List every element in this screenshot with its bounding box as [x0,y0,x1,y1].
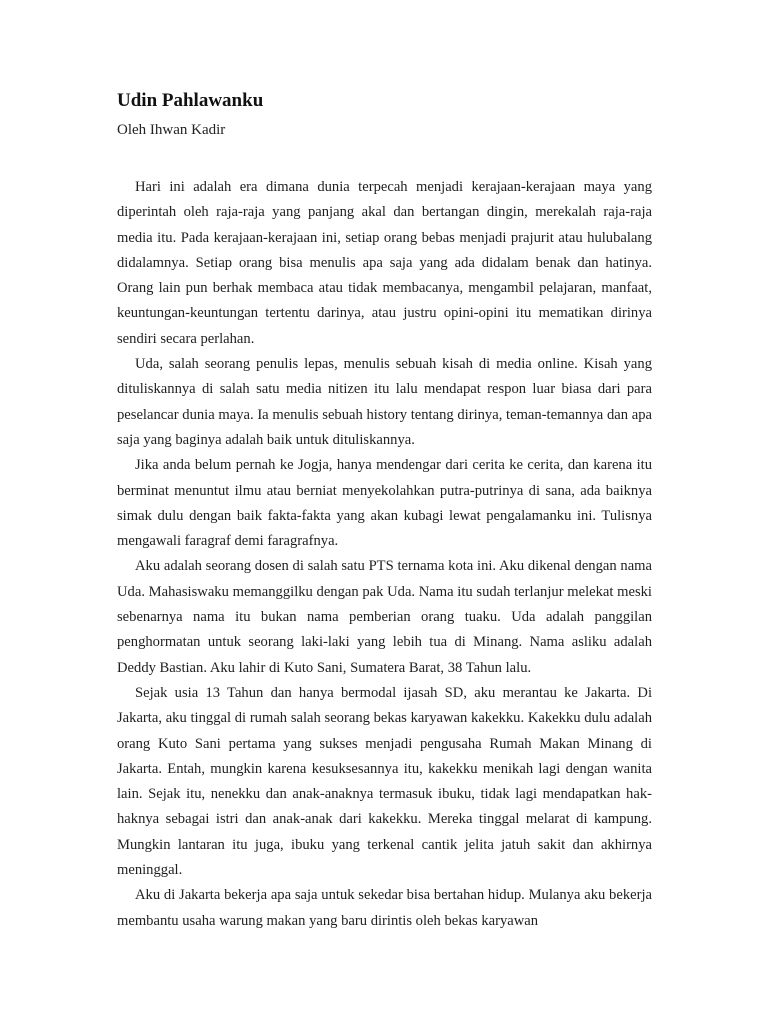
paragraph: Sejak usia 13 Tahun dan hanya bermodal ijasah SD, aku merantau ke Jakarta. Di Jakarta, aku tinggal di rumah salah seorang bekas karyawan kakekku. Kakekku dulu adalah orang Kuto Sani pertama yang sukses menjadi pengusaha Rumah Makan Minang di Jakarta. Entah, mungkin karena kesuksesannya itu, kakekku menikah lagi dengan wanita lain. Sejak itu, nenekku dan anak-anaknya termasuk ibuku, tidak lagi mendapatkan hak-haknya sebagai istri dan anak-anak dari kakekku. Mereka tinggal melarat di kampung. Mungkin lantaran itu juga, ibuku yang terkenal cantik jelita jatuh sakit dan akhirnya meninggal. [117,684,652,879]
paragraph: Uda, salah seorang penulis lepas, menulis sebuah kisah di media online. Kisah yang dituliskannya di salah satu media nitizen itu lalu mendapat respon luar biasa dari para peselancar dunia maya. Ia menulis sebuah history tentang dirinya, teman-temannya dan apa saja yang baginya adalah baik untuk dituliskannya. [117,356,652,448]
document-title: Udin Pahlawanku [117,90,264,111]
paragraph: Hari ini adalah era dimana dunia terpecah menjadi kerajaan-kerajaan maya yang diperintah oleh raja-raja yang panjang akal dan bertangan dingin, merekalah raja-raja media itu. Pada kerajaan-kerajaan ini, setiap orang bebas menjadi prajurit atau hulubalang didalamnya. Setiap orang bisa menulis apa saja yang ada didalam benak dan hatinya. Orang lain pun berhak membaca atau tidak membacanya, mengambil pelajaran, manfaat, keuntungan-keuntungan tertentu darinya, atau justru opini-opini itu mematikan dirinya sendiri secara perlahan. [117,179,652,347]
paragraph: Aku adalah seorang dosen di salah satu PTS ternama kota ini. Aku dikenal dengan nama Uda. Mahasiswaku memanggilku dengan pak Uda. Nama itu sudah terlanjur melekat meski sebenarnya nama itu bukan nama pemberian orang tuaku. Uda adalah panggilan penghormatan untuk seorang laki-laki yang lebih tua di Minang. Nama asliku adalah Deddy Bastian. Aku lahir di Kuto Sani, Sumatera Barat, 38 Tahun lalu. [117,558,652,676]
document-author: Oleh Ihwan Kadir [117,122,226,138]
paragraph: Aku di Jakarta bekerja apa saja untuk sekedar bisa bertahan hidup. Mulanya aku bekerja membantu usaha warung makan yang baru dirintis oleh bekas karyawan [117,887,652,929]
paragraph: Jika anda belum pernah ke Jogja, hanya mendengar dari cerita ke cerita, dan karena itu berminat menuntut ilmu atau berniat menyekolahkan putra-putrinya di sana, ada baiknya simak dulu dengan baik fakta-fakta yang akan kubagi lewat pengalamanku ini. Tulisnya mengawali faragraf demi faragrafnya. [117,457,652,550]
document-page [117,84,652,934]
